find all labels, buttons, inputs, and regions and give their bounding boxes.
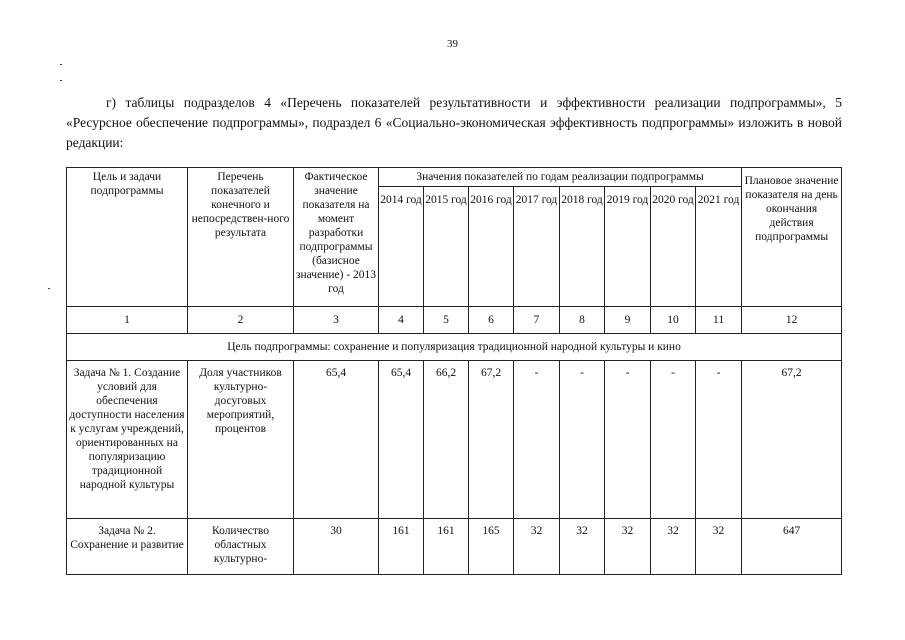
year-value-cell: 161 — [379, 519, 424, 575]
year-value-cell: 32 — [560, 519, 605, 575]
year-value-cell: 161 — [424, 519, 469, 575]
year-value-cell: - — [651, 361, 696, 519]
header-year-2015: 2015 год — [424, 187, 469, 307]
indicator-cell: Доля участников культурно-досуговых мероприятий, процентов — [188, 361, 294, 519]
goal-row — [67, 334, 842, 361]
header-year-2020: 2020 год — [651, 187, 696, 307]
column-number: 4 — [379, 307, 424, 334]
header-planned: Плановое значение показателя на день окончания действия подпрограммы — [742, 168, 842, 307]
year-value-cell: 65,4 — [379, 361, 424, 519]
column-number: 1 — [67, 307, 188, 334]
year-value-cell: 66,2 — [424, 361, 469, 519]
planned-value-cell: 67,2 — [742, 361, 842, 519]
indicators-table — [66, 167, 842, 575]
year-value-cell: 32 — [514, 519, 560, 575]
year-value-cell: 165 — [469, 519, 514, 575]
table-header-row — [67, 168, 842, 187]
column-number: 12 — [742, 307, 842, 334]
column-number: 8 — [560, 307, 605, 334]
intro-paragraph — [66, 93, 842, 153]
year-value-cell: 32 — [605, 519, 651, 575]
scan-speck — [60, 64, 62, 65]
table-row — [67, 519, 842, 575]
header-year-2021: 2021 год — [696, 187, 742, 307]
goal-text: Цель подпрограммы: сохранение и популяризация традиционной народной культуры и кино — [67, 334, 842, 361]
page-number: 39 — [447, 38, 458, 50]
task-cell: Задача № 1. Создание условий для обеспечения доступности населения к услугам учреждений, ориентированных на популяризацию традиционной народной культуры — [67, 361, 188, 519]
header-year-2014: 2014 год — [379, 187, 424, 307]
header-goal: Цель и задачи подпрограммы — [67, 168, 188, 307]
header-values-group: Значения показателей по годам реализации подпрограммы — [379, 168, 742, 187]
year-value-cell: 32 — [651, 519, 696, 575]
header-year-2018: 2018 год — [560, 187, 605, 307]
column-number: 6 — [469, 307, 514, 334]
task-cell: Задача № 2. Сохранение и развитие — [67, 519, 188, 575]
column-number-row — [67, 307, 842, 334]
actual-value-cell: 65,4 — [294, 361, 379, 519]
planned-value-cell: 647 — [742, 519, 842, 575]
header-indicator: Перечень показателей конечного и непосредствен-ного результата — [188, 168, 294, 307]
year-value-cell: - — [560, 361, 605, 519]
column-number: 5 — [424, 307, 469, 334]
year-value-cell: - — [605, 361, 651, 519]
table-row — [67, 361, 842, 519]
year-value-cell: - — [696, 361, 742, 519]
column-number: 9 — [605, 307, 651, 334]
header-year-2016: 2016 год — [469, 187, 514, 307]
year-value-cell: 32 — [696, 519, 742, 575]
column-number: 7 — [514, 307, 560, 334]
column-number: 2 — [188, 307, 294, 334]
actual-value-cell: 30 — [294, 519, 379, 575]
column-number: 11 — [696, 307, 742, 334]
indicators-table-wrapper — [66, 167, 841, 575]
indicator-cell: Количество областных культурно- — [188, 519, 294, 575]
header-year-2019: 2019 год — [605, 187, 651, 307]
column-number: 10 — [651, 307, 696, 334]
year-value-cell: 67,2 — [469, 361, 514, 519]
header-actual: Фактическое значение показателя на момент разработки подпрограммы (базисное значение) - 2013 год — [294, 168, 379, 307]
scan-speck — [60, 80, 62, 81]
column-number: 3 — [294, 307, 379, 334]
year-value-cell: - — [514, 361, 560, 519]
scan-speck — [48, 288, 50, 289]
header-year-2017: 2017 год — [514, 187, 560, 307]
intro-text: г) таблицы подразделов 4 «Перечень показателей результативности и эффективности реализации подпрограммы», 5 «Ресурсное обеспечение подпрограммы», подраздел 6 «Социально-экономическая эффективность подпрограммы» изложить в новой редакции: — [66, 95, 842, 150]
